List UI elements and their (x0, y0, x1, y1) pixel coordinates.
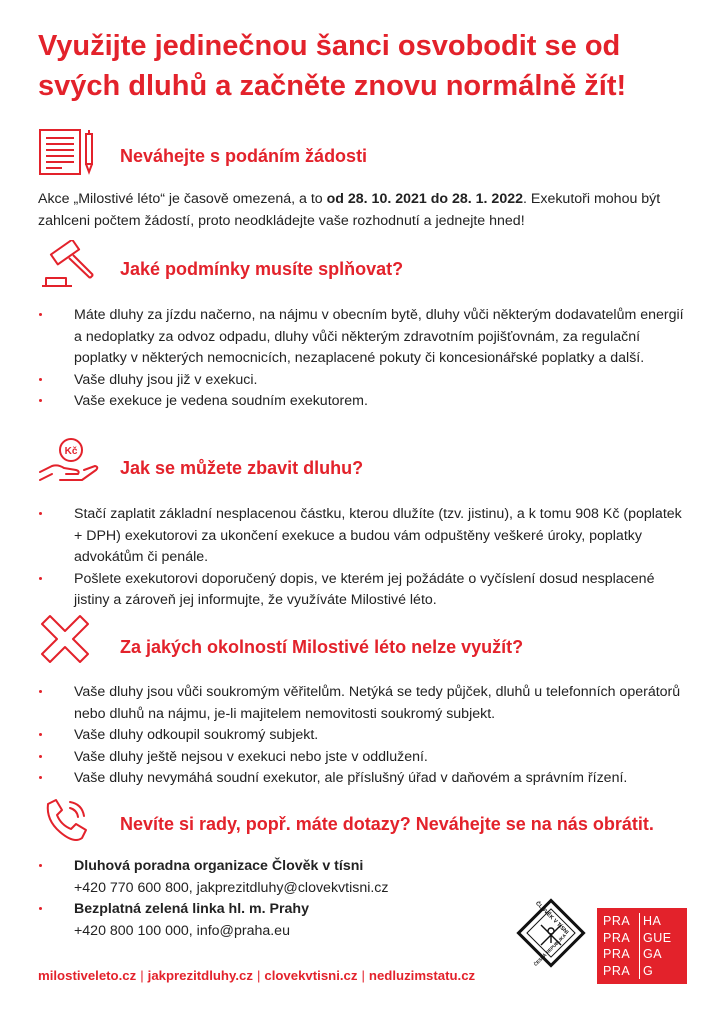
list-item (38, 370, 688, 392)
document-pen-icon (38, 128, 96, 176)
list-item-text: Stačí zaplatit základní nesplacenou částku, kterou dlužíte (tzv. jistinu), a k tomu 908 Kč (poplatek + DPH) exekutorovi za ukončení exekuce a budou vám odpuštěny veškeré úroky, poplatky advokátům či penále. (74, 506, 682, 565)
list-item-text: Vaše dluhy nevymáhá soudní exekutor, ale příslušný úřad v daňovém a správním řízení. (74, 770, 628, 786)
gavel-icon (38, 240, 98, 290)
phone-icon (40, 796, 96, 846)
clovek-logo-subtext: ČESKÁ REPUBLIKA (532, 932, 568, 968)
contact-item (38, 899, 688, 942)
list-item-text: Vaše dluhy jsou již v exekuci. (74, 371, 258, 388)
clovek-logo-text: ČLOVĚK V TÍSNI (534, 900, 570, 936)
contact-detail[interactable]: +420 800 100 000, info@praha.eu (74, 922, 290, 939)
list-item (38, 747, 688, 769)
cross-icon (40, 614, 90, 664)
section-heading-3: Jak se můžete zbavit dluhu? (120, 458, 364, 478)
footer-links: milostiveleto.cz | jakprezitdluhy.cz | clovekvtisni.cz | nedluzimstatu.cz (38, 968, 476, 983)
list-item-text: Vaše dluhy odkoupil soukromý subjekt. (74, 727, 319, 743)
page-title: Využijte jedinečnou šanci osvobodit se od svých dluhů a začněte znovu normálně žít! (38, 30, 627, 102)
contact-item (38, 856, 688, 899)
list-item-text: Vaše exekuce je vedena soudním exekutorem. (74, 393, 368, 409)
footer-link[interactable]: nedluzimstatu.cz (368, 968, 476, 983)
section-1-text (38, 188, 688, 232)
praha-logo (597, 908, 687, 984)
praha-logo-text: G (639, 963, 683, 980)
praha-logo-text: HA (639, 913, 683, 930)
section-1-text-a: Akce „Milostivé léto“ je časově omezená, a to (38, 191, 327, 207)
clovek-v-tisni-logo (515, 897, 587, 969)
list-item (38, 305, 688, 370)
list-item (38, 768, 688, 790)
praha-logo-text: PRA (603, 914, 631, 928)
list-item-text: Vaše dluhy jsou vůči soukromým věřitelům. Netýká se tedy půjček, dluhů u telefonních operátorů nebo dluhů na nájmu, je-li majitelem nemovitosti soukromý subjekt. (74, 684, 681, 722)
list-item (38, 504, 688, 569)
list-item (38, 569, 688, 612)
praha-logo-text: GA (639, 946, 683, 963)
section-heading-5: Nevíte si rady, popř. máte dotazy? Neváhejte se na nás obrátit. (120, 814, 654, 834)
list-item-text: Máte dluhy za jízdu načerno, na nájmu v obecním bytě, dluhy vůči některým dodavatelům energií a nedoplatky za odvoz odpadu, dluhy vůči některým zdravotním pojišťovnám, za regulační poplatky v některých nemocnicích, nezaplacené pokuty či koncesionářské poplatky a další. (74, 307, 684, 366)
contacts-list (38, 856, 688, 942)
section-heading-1: Neváhejte s podáním žádosti (120, 146, 368, 166)
contact-name: Bezplatná zelená linka hl. m. Prahy (74, 901, 309, 917)
list-item-text: Pošlete exekutorovi doporučený dopis, ve kterém jej požádáte o vyčíslení dosud nesplacené jistiny a zároveň jej informujte, že využíváte Milostivé léto. (74, 570, 655, 608)
section-1-text-b: . Exekutoři mohou být zahlceni počtem žádostí, proto neodkládejte vaše rozhodnutí a jednejte hned! (38, 191, 661, 229)
solution-list (38, 504, 688, 612)
section-1-dates: od 28. 10. 2021 do 28. 1. 2022 (326, 191, 523, 207)
list-item-text: Vaše dluhy ještě nejsou v exekuci nebo jste v oddlužení. (74, 748, 428, 765)
list-item (38, 682, 688, 725)
section-heading-2: Jaké podmínky musíte splňovat? (120, 259, 404, 279)
list-item (38, 725, 688, 747)
section-heading-4: Za jakých okolností Milostivé léto nelze využít? (120, 637, 524, 657)
praha-logo-text: GUE (639, 930, 683, 947)
exclusions-list (38, 682, 688, 790)
footer-link[interactable]: jakprezitdluhy.cz (147, 968, 253, 983)
contact-detail[interactable]: +420 770 600 800, jakprezitdluhy@clovekvtisni.cz (74, 879, 389, 896)
conditions-list (38, 305, 688, 413)
praha-logo-text: PRA (603, 963, 631, 978)
praha-logo-text: PRA (603, 930, 631, 945)
hand-coin-icon (38, 436, 100, 486)
coin-label: Kč (64, 446, 78, 457)
footer-link[interactable]: milostiveleto.cz (38, 968, 137, 983)
praha-logo-text: PRA (603, 947, 631, 961)
list-item (38, 391, 688, 413)
footer-link[interactable]: clovekvtisni.cz (264, 968, 358, 983)
contact-name: Dluhová poradna organizace Člověk v tísni (74, 858, 364, 874)
